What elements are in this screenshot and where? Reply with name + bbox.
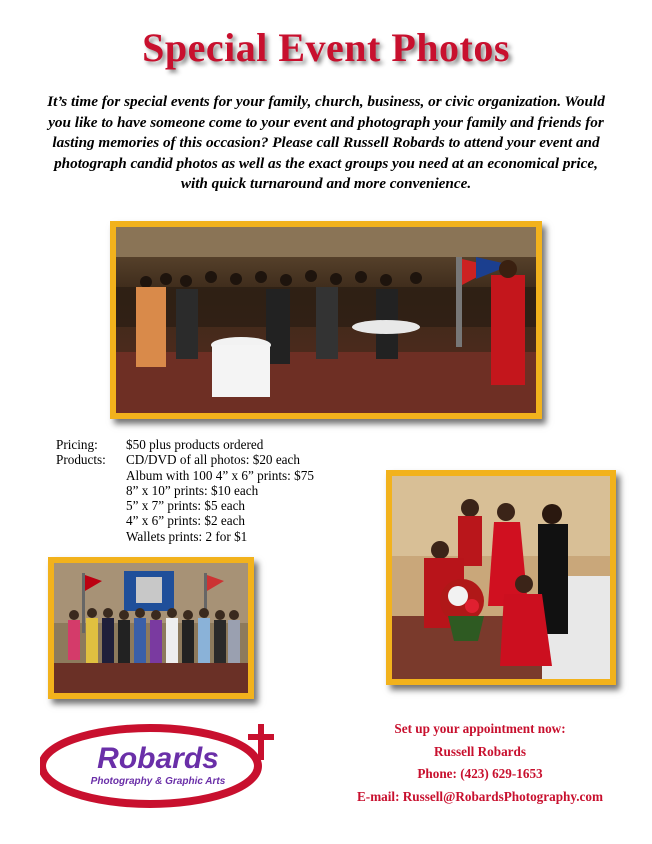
family-group-photo <box>386 470 616 685</box>
page-title: Special Event Photos <box>142 25 510 70</box>
logo-wordmark: Robards <box>97 742 219 775</box>
contact-name: Russell Robards <box>434 743 526 759</box>
contact-block <box>330 718 630 808</box>
banquet-hall-photo <box>110 221 542 419</box>
product-item: 5” x 7” prints: $5 each <box>126 498 246 514</box>
contact-cta: Set up your appointment now: <box>394 721 566 736</box>
pricing-label: Pricing: <box>56 437 98 452</box>
pricing-list <box>56 437 386 544</box>
products-label: Products: <box>56 452 106 468</box>
contact-email[interactable]: E-mail: Russell@RobardsPhotography.com <box>357 788 603 804</box>
robards-logo <box>40 718 296 810</box>
product-item: CD/DVD of all photos: $20 each <box>126 452 300 468</box>
contact-phone[interactable]: Phone: (423) 629-1653 <box>417 766 543 781</box>
product-item: Album with 100 4” x 6” prints: $75 <box>126 467 314 483</box>
product-item: Wallets prints: 2 for $1 <box>126 528 248 544</box>
intro-paragraph: It’s time for special events for your family, church, business, or civic organization. Would you like to have someone come to your event and photograph your family and friends for lasting memories of this occasion? Please call Russell Robards to attend your event and photograph candid photos as well as the exact groups you need at an economical price, with quick turnaround and more convenience. <box>47 93 605 192</box>
product-item: 4” x 6” prints: $2 each <box>126 513 246 529</box>
group-portrait-photo <box>48 557 254 699</box>
product-item: 8” x 10” prints: $10 each <box>126 482 259 498</box>
logo-tagline: Photography & Graphic Arts <box>90 776 226 787</box>
cross-icon <box>258 724 264 760</box>
pricing-value: $50 plus products ordered <box>126 437 264 452</box>
